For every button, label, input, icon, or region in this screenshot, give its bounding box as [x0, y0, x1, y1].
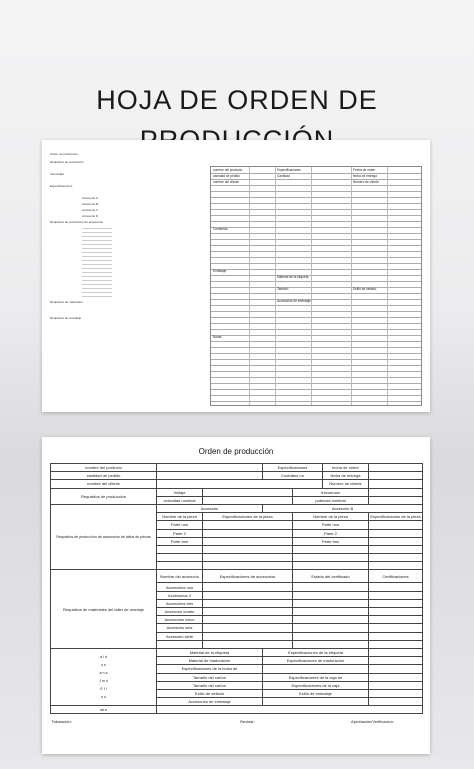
spreadsheet-preview	[42, 140, 430, 412]
sheet1-grid-line	[211, 329, 421, 330]
sheet1-grid-line	[211, 341, 421, 342]
sheet1-filler-line	[82, 236, 112, 237]
sheet1-grid-line	[211, 287, 421, 288]
table-row	[51, 464, 423, 472]
part-two-b-spec[interactable]	[369, 529, 423, 537]
client-name-value[interactable]	[157, 480, 323, 488]
sheet1-grid-line	[211, 353, 421, 354]
form-table	[50, 463, 423, 728]
sheet1-left-label: Requisitos de embalaje	[50, 316, 82, 320]
tabulation-label: Tabulación:	[51, 718, 72, 724]
sheet1-filler-line	[82, 260, 112, 261]
frequency-label: frecuencia	[293, 488, 369, 496]
part-three-b: Parte tres	[293, 537, 369, 545]
order-date-label: fecha de orden	[323, 464, 369, 472]
sheet1-filler-line	[82, 264, 112, 265]
maturation-spec: Especificaciones de maduración	[263, 657, 369, 665]
sheet1-grid-line	[351, 167, 352, 405]
sheet1-grid-line	[311, 167, 312, 405]
materials-req-label: Requisitos de materiales del taller de montaje	[51, 570, 157, 649]
sheet1-filler-line	[82, 276, 112, 277]
speed-label: velocidad nominal	[157, 496, 203, 504]
sheet1-left-label: Accesorio C	[82, 208, 99, 212]
side-mark: s s	[101, 663, 106, 668]
sheet1-grid-line	[211, 377, 421, 378]
sheet1-filler-line	[82, 252, 112, 253]
sheet1-grid-label: Estilo de sellado	[353, 287, 377, 291]
sheet1-grid-label: Número de cliente	[353, 180, 379, 184]
part-two-b: Parte 2	[293, 529, 369, 537]
sheet1-left-label: Accesorio B	[82, 202, 99, 206]
sheet1-grid-line	[211, 221, 421, 222]
sheet1-filler-line	[82, 268, 112, 269]
sealing-style: Estilo de sellado	[157, 689, 263, 697]
other-label: otro	[51, 706, 157, 714]
sheet1-filler-line	[82, 232, 112, 233]
sheet1-grid-line	[211, 299, 421, 300]
client-number-value[interactable]	[369, 480, 423, 488]
power-value[interactable]	[369, 496, 423, 504]
power-label: potencia nominal	[293, 496, 369, 504]
sheet1-grid-line	[211, 305, 421, 306]
sheet1-left-label: Requisitos de materiales	[50, 300, 83, 304]
sheet1-grid-line	[211, 401, 421, 402]
sheet1-grid-line	[211, 347, 421, 348]
sheet1-grid-label: Cantidad	[277, 174, 290, 178]
sheet1-header: Orden de producción	[50, 152, 79, 156]
sheet1-grid-line	[211, 395, 421, 396]
sheet1-grid-line	[211, 179, 421, 180]
sheet1-grid-label: nombre del cliente	[213, 180, 240, 184]
client-name-label: nombre del cliente	[51, 480, 157, 488]
accessory-b-label: Accesorio B	[263, 504, 423, 512]
sheet1-grid-line	[211, 293, 421, 294]
frequency-value[interactable]	[369, 488, 423, 496]
sheet1-grid-line	[211, 173, 421, 174]
sheet1-left-label: Accesorio D	[82, 214, 99, 218]
table-row	[51, 504, 423, 512]
approval-label: Aprobación/Verificación:	[351, 718, 394, 724]
table-row	[51, 488, 423, 496]
accessory-seven: Accesorio siete	[157, 632, 203, 640]
sheet1-filler-line	[82, 272, 112, 273]
delivery-date-label: fecha de entrega	[323, 472, 369, 480]
part-three-a-spec[interactable]	[203, 537, 293, 545]
sheet1-grid-line	[211, 215, 421, 216]
product-name-label: nombre del producto	[51, 464, 157, 472]
part-three-b-spec[interactable]	[369, 537, 423, 545]
certificate-status-header: Estado del certificado	[293, 570, 369, 583]
sheet1-grid-label: Especificaciones	[277, 168, 301, 172]
sheet1-grid-line	[211, 365, 421, 366]
part-one-b-spec[interactable]	[369, 521, 423, 529]
sheet1-grid-line	[211, 275, 421, 276]
sheet1-filler-line	[82, 296, 112, 297]
label-spec: Especificaciones de la etiqueta	[263, 648, 369, 656]
part-spec-header-a: Especificaciones de la pieza	[203, 513, 293, 521]
sheet1-grid-line	[211, 317, 421, 318]
box-spec-2: Especificaciones de la caja	[263, 681, 369, 689]
review-label: Revisar:	[240, 718, 255, 724]
part-one-a-spec[interactable]	[203, 521, 293, 529]
part-one-b: Parte uno	[293, 521, 369, 529]
sheet1-grid-line	[211, 281, 421, 282]
sheet1-grid-line	[211, 383, 421, 384]
sheet1-left-label: Intensidad	[50, 172, 64, 176]
sheet1-grid-label: Embalaje	[213, 269, 227, 273]
side-mark: J m o	[99, 679, 108, 684]
order-qty-value[interactable]	[157, 472, 263, 480]
sheet1-left-label: Requisitos de producción de accesorios	[50, 220, 104, 224]
sheet1-grid-label: Fecha de orden	[353, 168, 376, 172]
side-mark: E f l	[100, 687, 107, 692]
table-row	[51, 570, 423, 583]
carton-size-2: Tamaño del cartón	[157, 681, 263, 689]
sheet1-grid-line	[211, 245, 421, 246]
spec-label: Especificaciones	[263, 464, 323, 472]
certifications-header: Certificaciones	[369, 570, 423, 583]
sheet1-filler-line	[82, 228, 112, 229]
sheet1-grid-line	[211, 335, 421, 336]
part-three-a: Parte tres	[157, 537, 203, 545]
delivery-date-value[interactable]	[369, 472, 423, 480]
sheet1-grid-label: cantidad de pedido	[213, 174, 240, 178]
product-name-value[interactable]	[157, 464, 263, 472]
table-row	[51, 714, 423, 728]
order-date-value[interactable]	[369, 464, 423, 472]
accessory-a-label: Accesorio	[157, 504, 263, 512]
sheet1-grid-line	[211, 209, 421, 210]
sheet1-filler-line	[82, 280, 112, 281]
part-two-a-spec[interactable]	[203, 529, 293, 537]
bag-spec: Especificaciones de la bolsa de	[157, 665, 263, 673]
table-row	[51, 648, 423, 656]
voltage-value[interactable]	[203, 488, 293, 496]
production-order-form	[42, 437, 430, 754]
accessory-req-label: Requisitos de producción de accesorios de tallos de piezas	[51, 504, 157, 570]
sheet1-grid-line	[249, 167, 250, 405]
side-mark: a n a	[99, 671, 108, 676]
sheet1-grid-line	[211, 197, 421, 198]
accessory-four: Accesorio cuatro	[157, 608, 203, 616]
part-name-header-a: Nombre de la pieza	[157, 513, 203, 521]
sheet1-filler-line	[82, 288, 112, 289]
sheet1-grid-line	[211, 371, 421, 372]
accessory-name-header: Nombre del accesorio	[157, 570, 203, 583]
contract-label: Contratos no	[263, 472, 323, 480]
production-req-label: Requisitos de producción	[51, 488, 157, 504]
sheet1-grid-line	[211, 203, 421, 204]
accessory-five: Accesorios cinco	[157, 616, 203, 624]
sheet1-grid-line	[211, 389, 421, 390]
sheet1-grid-line	[211, 233, 421, 234]
packing-accessories: Accesorios de embalaje	[157, 698, 263, 706]
accessory-three: Accesorios tres	[157, 599, 203, 607]
sheet1-filler-line	[82, 248, 112, 249]
carton-size-1: Tamaño del cartón	[157, 673, 263, 681]
part-name-header-b: Nombre de la pieza	[293, 513, 369, 521]
sheet1-grid-line	[211, 263, 421, 264]
sheet1-grid-line	[387, 167, 388, 405]
order-qty-label: cantidad de pedido	[51, 472, 157, 480]
sheet1-left-label: Especificaciones	[50, 184, 73, 188]
maturation-material: Material de maduración	[157, 657, 263, 665]
voltage-label: Voltaje	[157, 488, 203, 496]
sheet1-grid-line	[211, 359, 421, 360]
sheet1-grid-line	[211, 257, 421, 258]
sheet1-grid-line	[211, 227, 421, 228]
sheet1-grid-line	[211, 191, 421, 192]
box-spec-1: Especificaciones de la caja de	[263, 673, 369, 681]
table-row	[51, 472, 423, 480]
part-spec-header-b: Especificaciones de la pieza	[370, 514, 421, 520]
sheet1-filler-line	[82, 244, 112, 245]
table-row	[51, 706, 423, 714]
sheet1-grid-label: nombre del producto	[213, 168, 243, 172]
other-value[interactable]	[157, 706, 423, 714]
packaging-side-marks	[51, 648, 157, 705]
speed-value[interactable]	[203, 496, 293, 504]
part-two-a: Parte 2	[157, 529, 203, 537]
page-title-line-1: HOJA DE ORDEN DE	[96, 85, 378, 115]
sheet1-left-label: Requisitos de producción	[50, 160, 84, 164]
sheet1-filler-line	[82, 240, 112, 241]
sheet1-grid-line	[275, 167, 276, 405]
side-mark: s o	[101, 695, 106, 700]
part-one-a: Parte uno	[157, 521, 203, 529]
table-row	[51, 480, 423, 488]
sheet1-grid-line	[211, 269, 421, 270]
sheet1-grid-label: Accesorios de embalaje	[277, 299, 311, 303]
form-title: Orden de producción	[198, 447, 274, 456]
accessory-one: Accesorios uno	[157, 583, 203, 591]
sheet1-filler-line	[82, 256, 112, 257]
client-number-label: Número de cliente	[323, 480, 369, 488]
packing-style: Estilo de embalaje	[263, 689, 369, 697]
sheet1-filler-line	[82, 292, 112, 293]
sheet1-grid	[210, 166, 422, 406]
sheet1-grid-label: Notas	[213, 335, 222, 339]
sheet1-grid-label: Material de la etiqueta	[277, 275, 309, 279]
accessory-two: Accesorios 2	[157, 591, 203, 599]
sheet1-grid-line	[211, 311, 421, 312]
sheet1-grid-line	[211, 239, 421, 240]
sheet1-grid-label: Contenido	[213, 227, 228, 231]
label-material: Material de la etiqueta	[157, 648, 263, 656]
accessory-six: Accesorio seis	[157, 624, 203, 632]
sheet1-grid-line	[211, 251, 421, 252]
sheet1-grid-label: Tamaño	[277, 287, 289, 291]
sheet1-grid-line	[211, 185, 421, 186]
sheet1-filler-line	[82, 284, 112, 285]
sheet1-left-label: Accesorio A	[82, 196, 98, 200]
side-mark: a l d	[100, 655, 107, 660]
accessory-spec-header: Especificaciones de accesorios	[203, 570, 293, 583]
sheet1-grid-line	[211, 323, 421, 324]
sheet1-grid-label: fecha de entrega	[353, 174, 377, 178]
